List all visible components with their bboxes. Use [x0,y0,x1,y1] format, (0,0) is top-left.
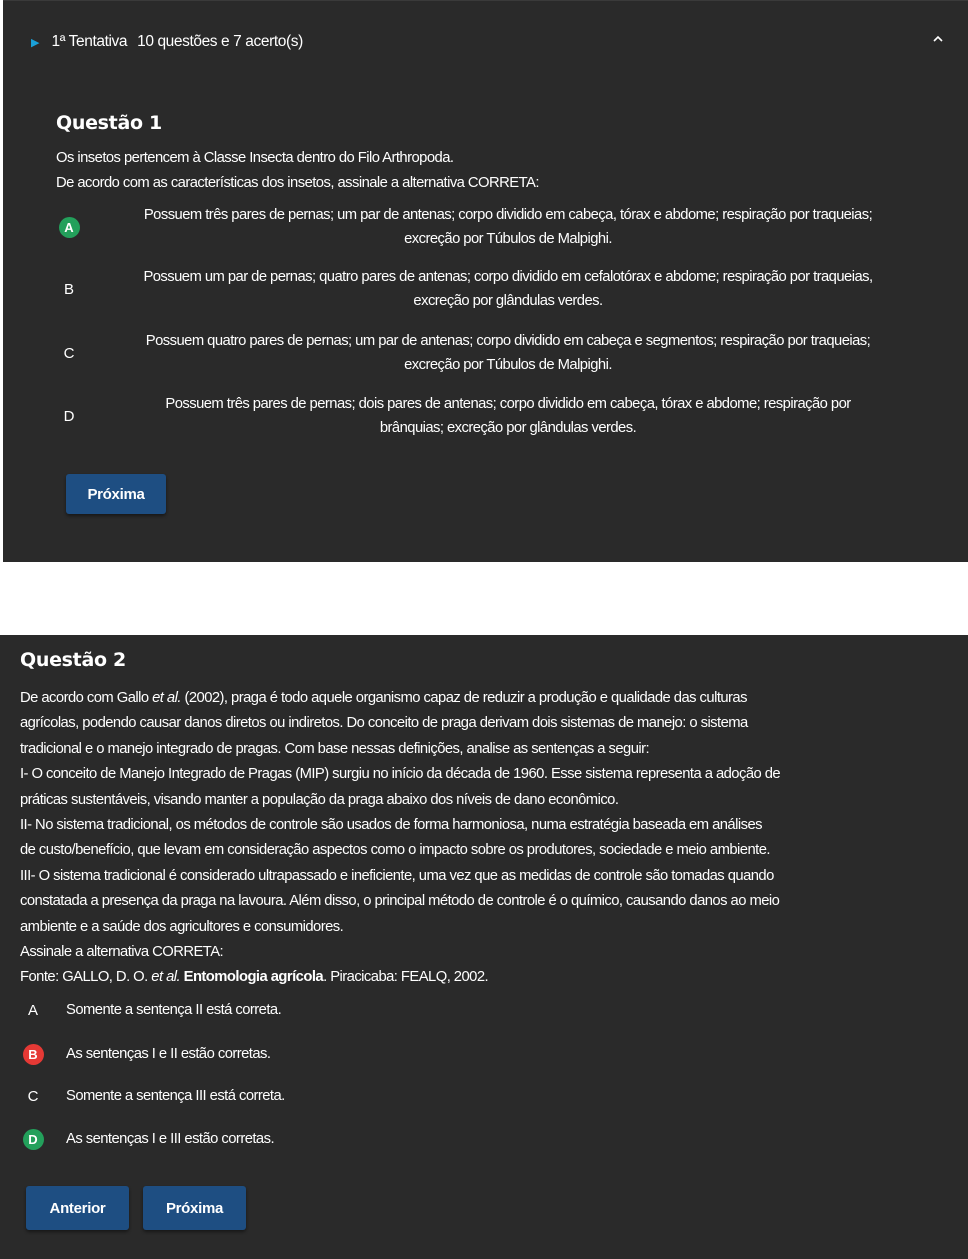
question-2-title: Questão 2 [20,649,126,671]
stem-line: Assinale a alternativa CORRETA: [20,944,224,961]
q2-option-b[interactable] [20,1042,270,1066]
question-1-stem [56,146,936,197]
option-text: Possuem três pares de pernas; um par de antenas; corpo dividido em cabeça, tórax e abdome; respiração por traqueias; [143,207,873,223]
q2-option-a[interactable] [20,998,281,1022]
option-letter: B [63,281,74,298]
stem-line: III- O sistema tradicional é considerado ultrapassado e ineficiente, uma vez que as medidas de controle são tomadas quando [20,867,774,884]
chevron-up-icon[interactable] [930,31,946,47]
option-text: excreção por Túbulos de Malpighi. [404,230,612,247]
option-text: brânquias; excreção por glândulas verdes. [379,419,637,436]
option-text: As sentenças I e II estão corretas. [66,1046,271,1062]
wrong-badge: B [23,1044,44,1065]
stem-line: agrícolas, podendo causar danos diretos ou indiretos. Do conceito de praga derivam dois sistemas de manejo: o sistema [20,715,748,732]
option-letter: C [63,345,75,362]
attempt-label: 1ª Tentativa [51,33,128,50]
attempt-summary: 10 questões e 7 acerto(s) [137,33,303,50]
stem-line: De acordo com as características dos insetos, assinale a alternativa CORRETA: [56,175,539,192]
option-text: Somente a sentença III está correta. [66,1088,285,1104]
question-2-stem: De acordo com Gallo et al. (2002), praga é todo aquele organismo capaz de reduzir a produção e qualidade das culturas agrícolas, podendo causar danos diretos ou indiretos. Do conceito de praga derivam dois sistemas de manejo: o sistema tradicional e o manejo integrado de pragas. Com base nessas definições, analise as sentenças a seguir: I- O conceito de Manejo Integrado de Pragas (MIP) surgiu no início da década de 1960. Esse sistema representa a adoção de práticas sustentáveis, visando manter a população da praga abaixo dos níveis de dano econômico. II- No sistema tradicional, os métodos de controle são usados de forma harmoniosa, numa estratégia baseada em análises de custo/benefício, que levam em consideração aspectos como o impacto sobre os produtores, sociedade e meio ambiente. III- O sistema tradicional é considerado ultrapassado e ineficiente, uma vez que as medidas de controle são tomadas quando constatada a presença da praga na lavoura. Além disso, o principal método de controle é o químico, causando danos ao meio ambiente e a saúde dos agricultores e consumidores. Assinale a alternativa CORRETA: Fonte: GALLO, D. O. et al. Entomologia agrícola. Piracicaba: FEALQ, 2002. [20,686,920,991]
stem-line: ambiente e a saúde dos agricultores e consumidores. [20,918,344,935]
correct-badge: D [23,1129,44,1150]
option-text: Possuem um par de pernas; quatro pares de antenas; corpo dividido em cefalotórax e abdome; respiração por traqueias, [143,269,873,285]
question-1-title: Questão 1 [56,112,162,134]
source-line: Fonte: GALLO, D. O. et al. Entomologia agrícola. Piracicaba: FEALQ, 2002. [20,969,489,986]
option-text: excreção por Túbulos de Malpighi. [404,356,612,373]
option-text: Possuem quatro pares de pernas; um par de antenas; corpo dividido em cabeça e segmentos; respiração por traqueias; [145,333,871,349]
q2-option-c[interactable] [20,1084,285,1108]
correct-badge: A [59,217,80,238]
stem-line: constatada a presença da praga na lavoura. Além disso, o principal método de controle é o químico, causando danos ao meio [20,893,780,910]
next-button[interactable]: Próxima [66,474,166,514]
option-letter: A [27,1001,38,1019]
attempt-header[interactable] [31,31,968,53]
next-button[interactable]: Próxima [143,1186,246,1230]
previous-button[interactable]: Anterior [26,1186,129,1230]
option-text: Possuem três pares de pernas; dois pares de antenas; corpo dividido em cabeça, tórax e abdome; respiração por [165,396,851,412]
option-text: As sentenças I e III estão corretas. [66,1131,275,1147]
option-letter: D [63,408,75,425]
option-letter: C [27,1087,39,1105]
option-text: excreção por glândulas verdes. [413,292,603,309]
q1-option-a[interactable] [56,204,926,251]
stem-line: práticas sustentáveis, visando manter a população da praga abaixo dos níveis de dano econômico. [20,791,619,808]
caret-right-icon: ▶ [31,36,40,49]
stem-line: tradicional e o manejo integrado de pragas. Com base nessas definições, analise as sentenças a seguir: [20,740,650,757]
q2-option-d[interactable] [20,1127,274,1151]
q1-option-d[interactable] [56,393,926,440]
option-text: Somente a sentença II está correta. [66,1002,282,1018]
q1-option-c[interactable] [56,330,926,377]
stem-line: de custo/benefício, que levam em consideração aspectos como o impacto sobre os produtores, sociedade e meio ambiente. [20,842,770,859]
q1-option-b[interactable] [56,266,926,313]
stem-line: II- No sistema tradicional, os métodos de controle são usados de forma harmoniosa, numa estratégia baseada em análises [20,817,762,834]
stem-line: Os insetos pertencem à Classe Insecta dentro do Filo Arthropoda. [56,150,454,166]
stem-line: I- O conceito de Manejo Integrado de Pragas (MIP) surgiu no início da década de 1960. Esse sistema representa a adoção de [20,766,781,783]
